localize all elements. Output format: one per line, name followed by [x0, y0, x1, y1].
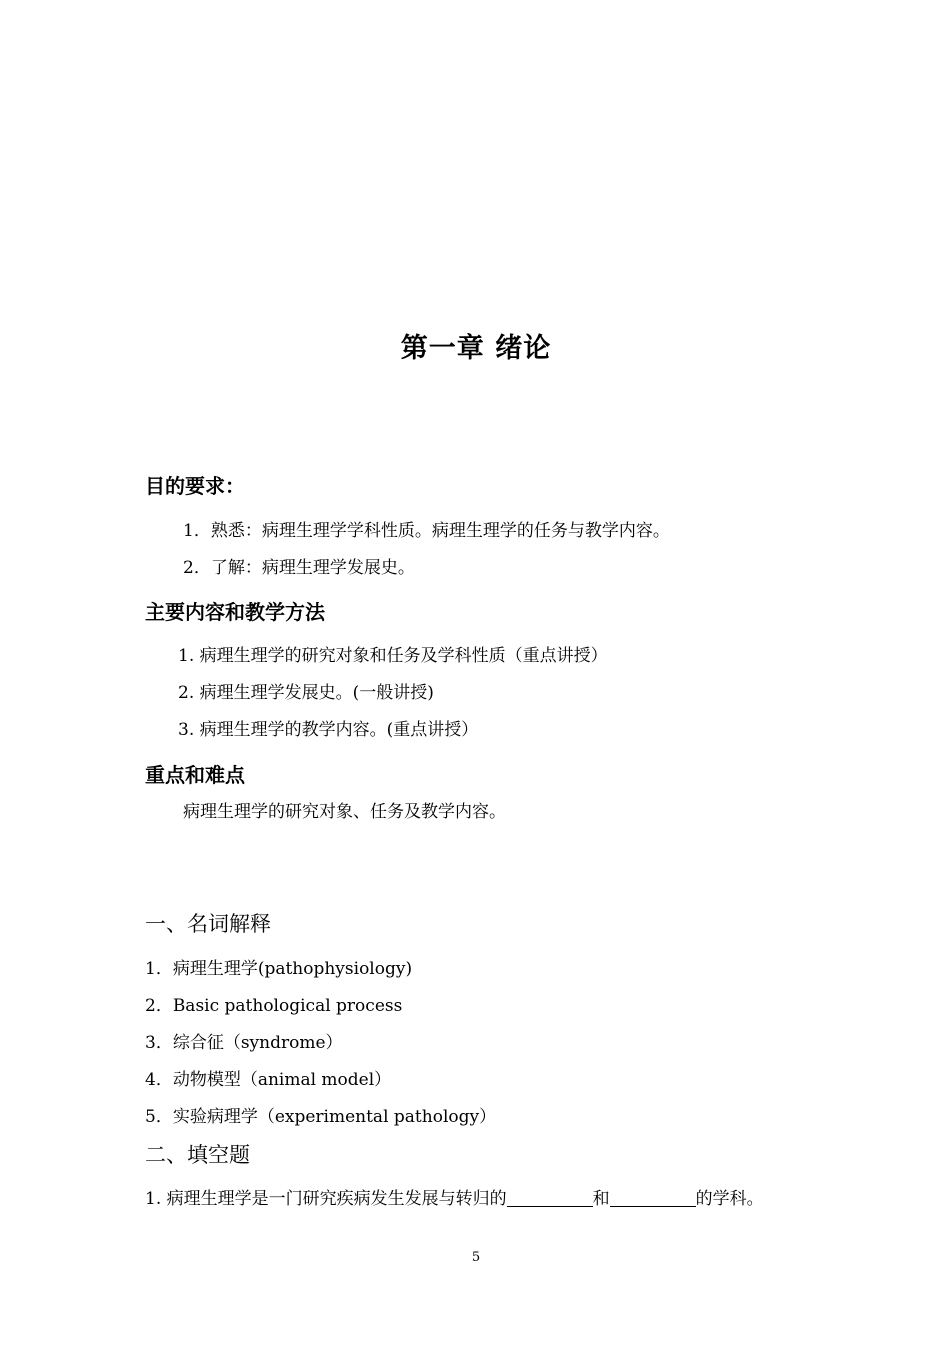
fill-blank-heading: 二、填空题 [145, 1143, 250, 1167]
term-item-4: 4．动物模型（animal model） [145, 1070, 392, 1090]
question-text-part-2: 和 [592, 1189, 610, 1209]
question-text-part-1: 1. 病理生理学是一门研究疾病发生发展与转归的 [145, 1189, 507, 1209]
answer-blank-2 [610, 1188, 696, 1207]
objectives-heading: 目的要求： [145, 474, 245, 498]
answer-blank-1 [507, 1188, 593, 1207]
objective-item-2: 2．了解：病理生理学发展史。 [183, 558, 415, 578]
question-text-part-3: 的学科。 [695, 1189, 764, 1209]
main-content-item-1: 1. 病理生理学的研究对象和任务及学科性质（重点讲授） [178, 646, 608, 666]
objective-item-1: 1．熟悉：病理生理学学科性质。病理生理学的任务与教学内容。 [183, 521, 670, 541]
main-content-item-2: 2. 病理生理学发展史。(一般讲授) [178, 683, 434, 703]
main-content-item-3: 3. 病理生理学的教学内容。(重点讲授） [178, 720, 479, 740]
chapter-title: 第一章 绪论 [400, 333, 552, 364]
term-item-2: 2．Basic pathological process [145, 996, 403, 1016]
terms-heading: 一、名词解释 [145, 912, 271, 936]
term-item-3: 3．综合征（syndrome） [145, 1033, 343, 1053]
page-number: 5 [471, 1250, 481, 1265]
main-content-heading: 主要内容和教学方法 [145, 600, 325, 624]
term-item-5: 5．实验病理学（experimental pathology） [145, 1107, 497, 1127]
key-points-heading: 重点和难点 [145, 763, 245, 787]
key-points-text: 病理生理学的研究对象、任务及教学内容。 [183, 802, 506, 822]
fill-blank-question-1 [145, 1184, 764, 1209]
term-item-1: 1．病理生理学(pathophysiology) [145, 959, 413, 979]
